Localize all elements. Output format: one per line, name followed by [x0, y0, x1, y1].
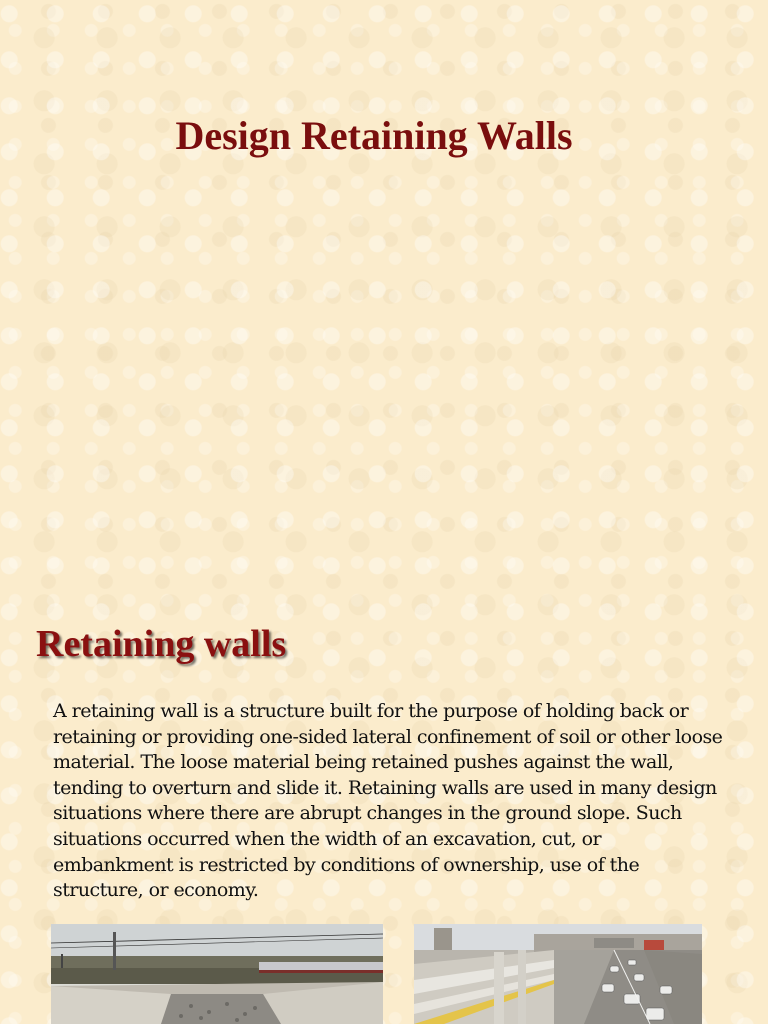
retaining-wall-rail-cut-photo	[51, 924, 383, 1024]
page-title: Design Retaining Walls	[175, 113, 573, 158]
retaining-wall-highway-photo	[414, 924, 702, 1024]
retaining-wall-definition: A retaining wall is a structure built for the purpose of holding back or retaining or providing one-sided lateral confinement of soil or other loose material. The loose material being retained pushes against the wall, tending to overturn and slide it. Retaining walls are used in many design situations where there are abrupt changes in the ground slope. Such situations occurred when the width of an excavation, cut, or embankment is restricted by conditions of ownership, use of the structure, or economy.	[53, 700, 723, 902]
section-heading: Retaining walls	[36, 623, 287, 665]
